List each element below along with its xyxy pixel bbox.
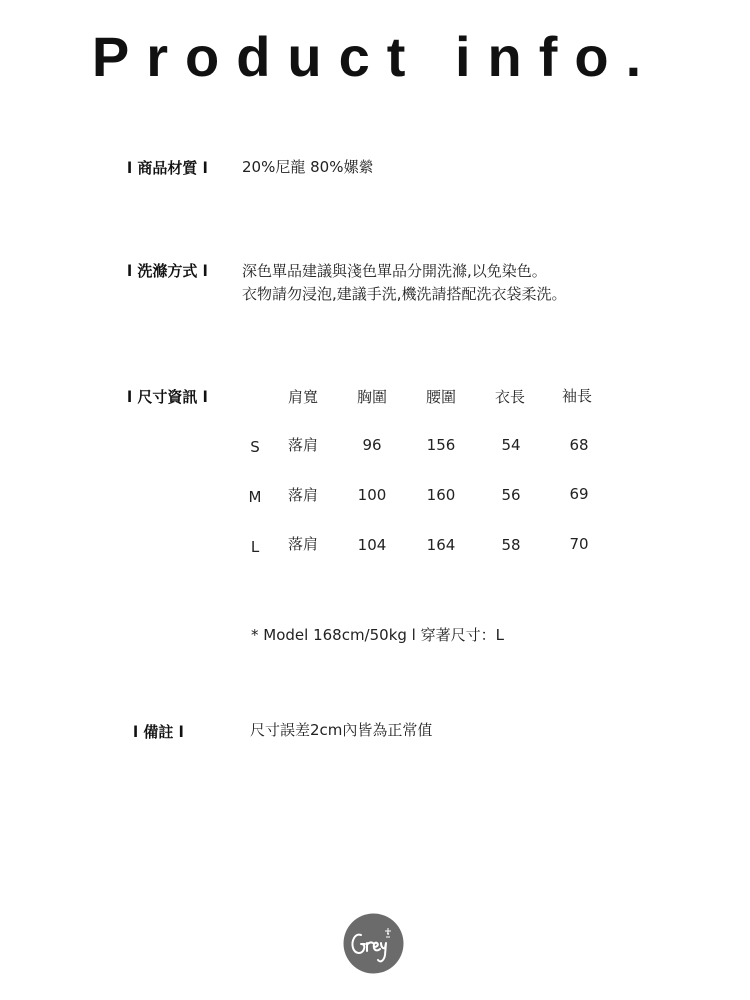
header-length: 衣長	[494, 388, 526, 406]
chest-m: 100	[357, 486, 387, 504]
size-label: l 尺寸資訊 l	[127, 388, 208, 406]
chest-s: 96	[362, 436, 382, 454]
header-waist: 腰圍	[425, 388, 457, 406]
header-shoulder: 肩寬	[287, 388, 319, 406]
material-value: 20%尼龍 80%嫘縈	[242, 158, 374, 176]
shoulder-m: 落肩	[287, 486, 319, 504]
model-note: * Model 168cm/50kg l 穿著尺寸：L	[251, 626, 504, 644]
size-s: S	[250, 438, 260, 456]
waist-m: 160	[426, 486, 456, 504]
chest-l: 104	[357, 536, 387, 554]
sleeve-l: 70	[569, 535, 589, 553]
grey-logo	[343, 913, 404, 974]
header-chest: 胸圍	[356, 388, 388, 406]
shoulder-s: 落肩	[287, 436, 319, 454]
care-line-1: 深色單品建議與淺色單品分開洗滌,以免染色。	[242, 262, 547, 280]
length-l: 58	[501, 536, 521, 554]
care-line-2: 衣物請勿浸泡,建議手洗,機洗請搭配洗衣袋柔洗。	[242, 285, 567, 303]
length-s: 54	[501, 436, 521, 454]
length-m: 56	[501, 486, 521, 504]
shoulder-l: 落肩	[287, 535, 319, 553]
notes-value: 尺寸誤差2cm內皆為正常值	[250, 721, 433, 739]
material-label: l 商品材質 l	[127, 159, 208, 177]
size-m: M	[248, 488, 262, 506]
sleeve-s: 68	[569, 436, 589, 454]
size-l: L	[250, 538, 260, 556]
header-sleeve: 袖長	[561, 387, 593, 405]
notes-label: l 備註 l	[133, 723, 184, 741]
waist-l: 164	[426, 536, 456, 554]
grey-logo-icon	[343, 913, 404, 974]
care-label: l 洗滌方式 l	[127, 262, 208, 280]
sleeve-m: 69	[569, 485, 589, 503]
waist-s: 156	[426, 436, 456, 454]
page-title: Product info.	[91, 25, 659, 88]
